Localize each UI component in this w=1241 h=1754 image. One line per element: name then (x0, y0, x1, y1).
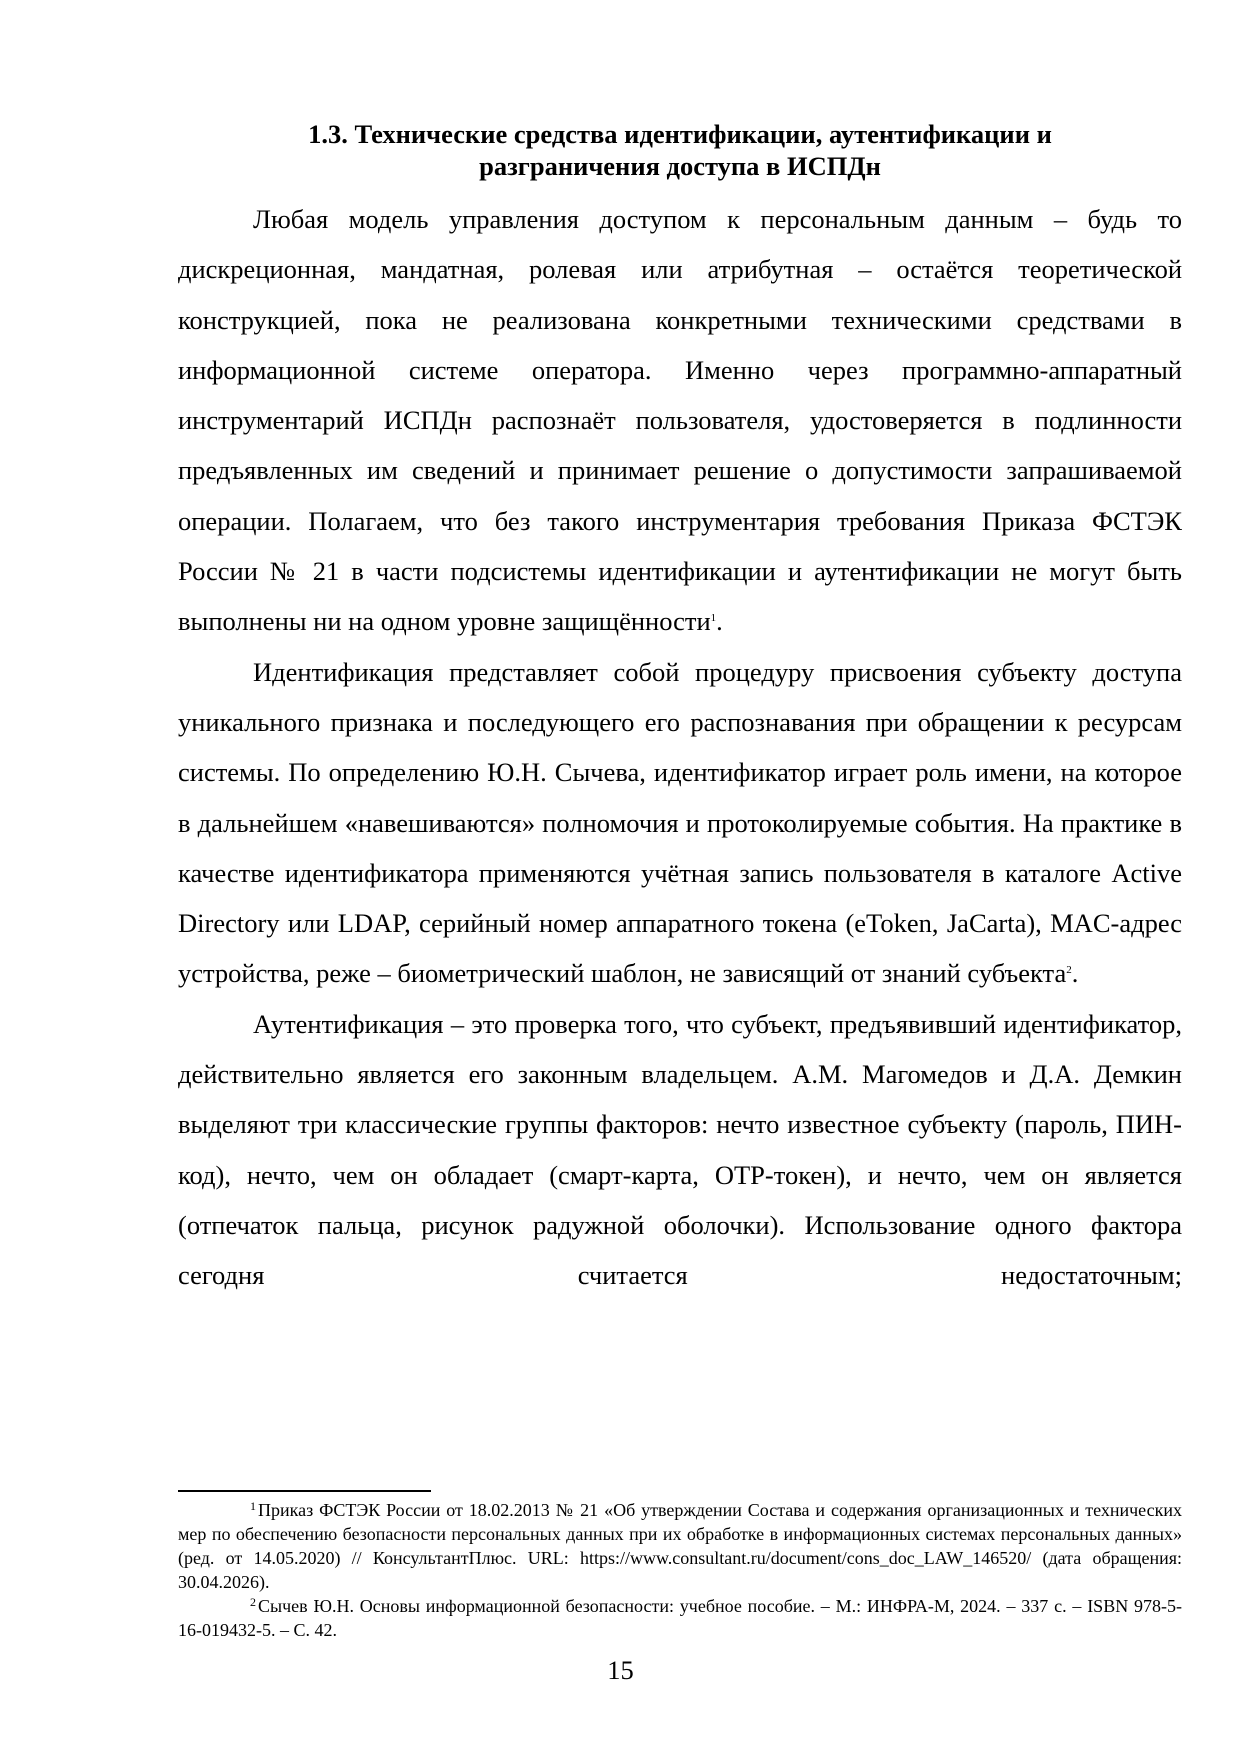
footnote-mark: 1 (250, 1499, 256, 1513)
footnote-2 (178, 1594, 1182, 1642)
footnote-reference[interactable]: 2 (1066, 964, 1072, 977)
footnote-reference[interactable]: 1 (710, 612, 717, 625)
paragraph-text: Идентификация представляет собой процедуру присвоения субъекту доступа уникального признака и последующего его распознавания при обращении к ресурсам системы. По определению Ю.Н. Сычева, идентификатор играет роль имени, на которое в дальнейшем «навешиваются» полномочия и протоколируемые события. На практике в качестве идентификатора применяются учётная запись пользователя в каталоге Active Directory или LDAP, серийный номер аппаратного токена (eToken, JaCarta), MAC-адрес устройства, реже – биометрический шаблон, не зависящий от знаний субъекта (178, 656, 1182, 989)
footnote-text: Приказ ФСТЭК России от 18.02.2013 № 21 «Об утверждении Состава и содержания организационных и технических мер по обеспечению безопасности персональных данных при их обработке в информационных системах персональных данных» (ред. от 14.05.2020) // КонсультантПлюс. URL: https://www.consultant.ru/document/cons_doc_LAW_146520/ (дата обращения: 30.04.2026). (178, 1500, 1182, 1592)
paragraph-identification-definition (178, 647, 1182, 999)
page-number: 15 (607, 1655, 634, 1685)
paragraph-tail: . (716, 606, 723, 637)
section-heading-line-1: 1.3. Технические средства идентификации, аутентификации и (308, 119, 1052, 149)
body-text (178, 194, 1182, 1301)
section-heading-line-2: разграничения доступа в ИСПДн (479, 151, 881, 181)
paragraph-tail: . (1071, 958, 1079, 989)
footnote-text: Сычев Ю.Н. Основы информационной безопасности: учебное пособие. – М.: ИНФРА-М, 2024. – 337 с. – ISBN 978-5-16-019432-5. – С. 42. (178, 1596, 1182, 1640)
section-heading (178, 118, 1182, 182)
footnotes (178, 1498, 1182, 1642)
footnote-separator (178, 1490, 431, 1492)
paragraph-text: Любая модель управления доступом к персональным данным – будь то дискреционная, мандатная, ролевая или атрибутная – остаётся теоретической конструкцией, пока не реализована конкретными техническими средствами в информационной системе оператора. Именно через программно-аппаратный инструментарий ИСПДн распознаёт пользователя, удостоверяется в подлинности предъявленных им сведений и принимает решение о допустимости запрашиваемой операции. Полагаем, что без такого инструментария требования Приказа ФСТЭК России № 21 в части подсистемы идентификации и аутентификации не могут быть выполнены ни на одном уровне защищённости (178, 204, 1182, 637)
footnote-1 (178, 1498, 1182, 1594)
paragraph-identification-intro (178, 194, 1182, 647)
paragraph-text: Аутентификация – это проверка того, что субъект, предъявивший идентификатор, действительно является его законным владельцем. А.М. Магомедов и Д.А. Демкин выделяют три классические группы факторов: нечто известное субъекту (пароль, ПИН-код), нечто, чем он обладает (смарт-карта, OTP-токен), и нечто, чем он является (отпечаток пальца, рисунок радужной оболочки). Использование одного фактора сегодня считается недостаточным; (178, 1008, 1182, 1291)
paragraph-authentication (178, 999, 1182, 1301)
footnote-mark: 2 (250, 1595, 256, 1609)
